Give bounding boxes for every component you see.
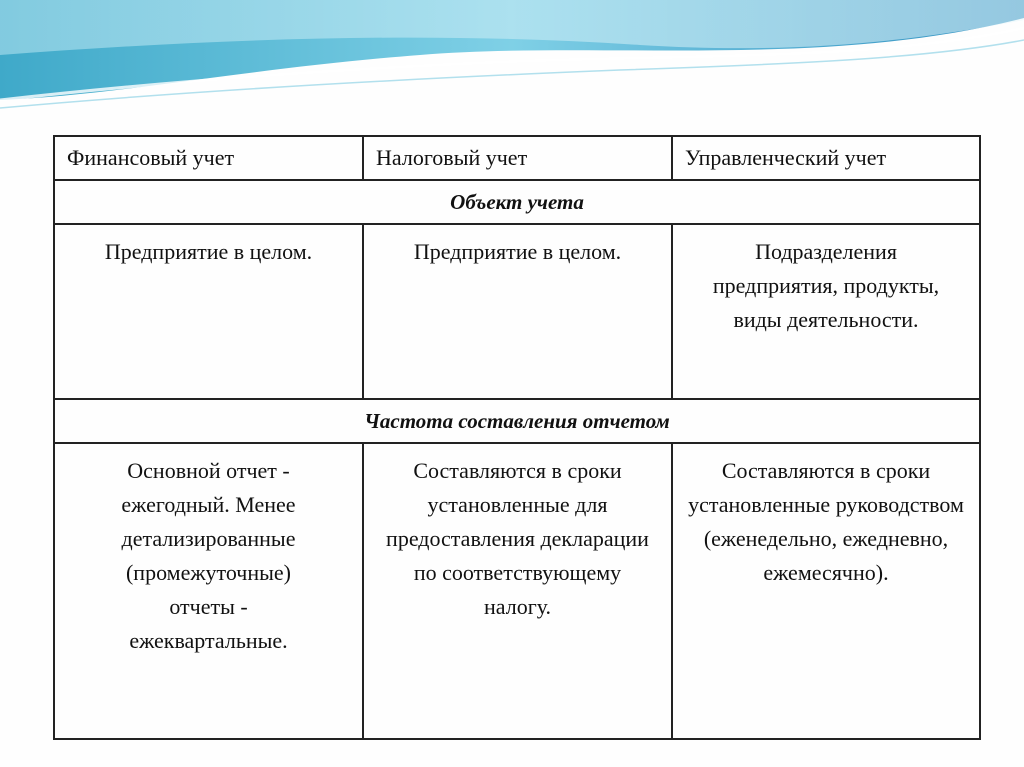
cell-text: Составляются в сроки установленные для предоставления декларации по соответствующему налогу. xyxy=(386,458,649,619)
section-title-frequency: Частота составления отчетом xyxy=(54,399,980,443)
cell-text: Подразделения предприятия, продукты, виды деятельности. xyxy=(712,239,940,332)
cell-object-management xyxy=(672,224,980,399)
cell-object-tax: Предприятие в целом. xyxy=(363,224,672,399)
table-row xyxy=(54,224,980,399)
cell-text: Составляются в сроки установленные руководством (еженедельно, ежедневно, ежемесячно). xyxy=(688,458,964,585)
section-title-object: Объект учета xyxy=(54,180,980,224)
comparison-table xyxy=(53,135,981,740)
cell-object-financial: Предприятие в целом. xyxy=(54,224,363,399)
header-financial-accounting: Финансовый учет xyxy=(54,136,363,180)
cell-text: Основной отчет - ежегодный. Менее детализированные (промежуточные) отчеты - ежеквартальные. xyxy=(121,458,296,653)
header-row xyxy=(54,136,980,180)
cell-frequency-financial xyxy=(54,443,363,739)
header-management-accounting: Управленческий учет xyxy=(672,136,980,180)
section-row-frequency xyxy=(54,399,980,443)
cell-frequency-management xyxy=(672,443,980,739)
header-tax-accounting: Налоговый учет xyxy=(363,136,672,180)
table-row xyxy=(54,443,980,739)
section-row-object xyxy=(54,180,980,224)
decorative-wave-banner xyxy=(0,0,1024,120)
cell-frequency-tax xyxy=(363,443,672,739)
